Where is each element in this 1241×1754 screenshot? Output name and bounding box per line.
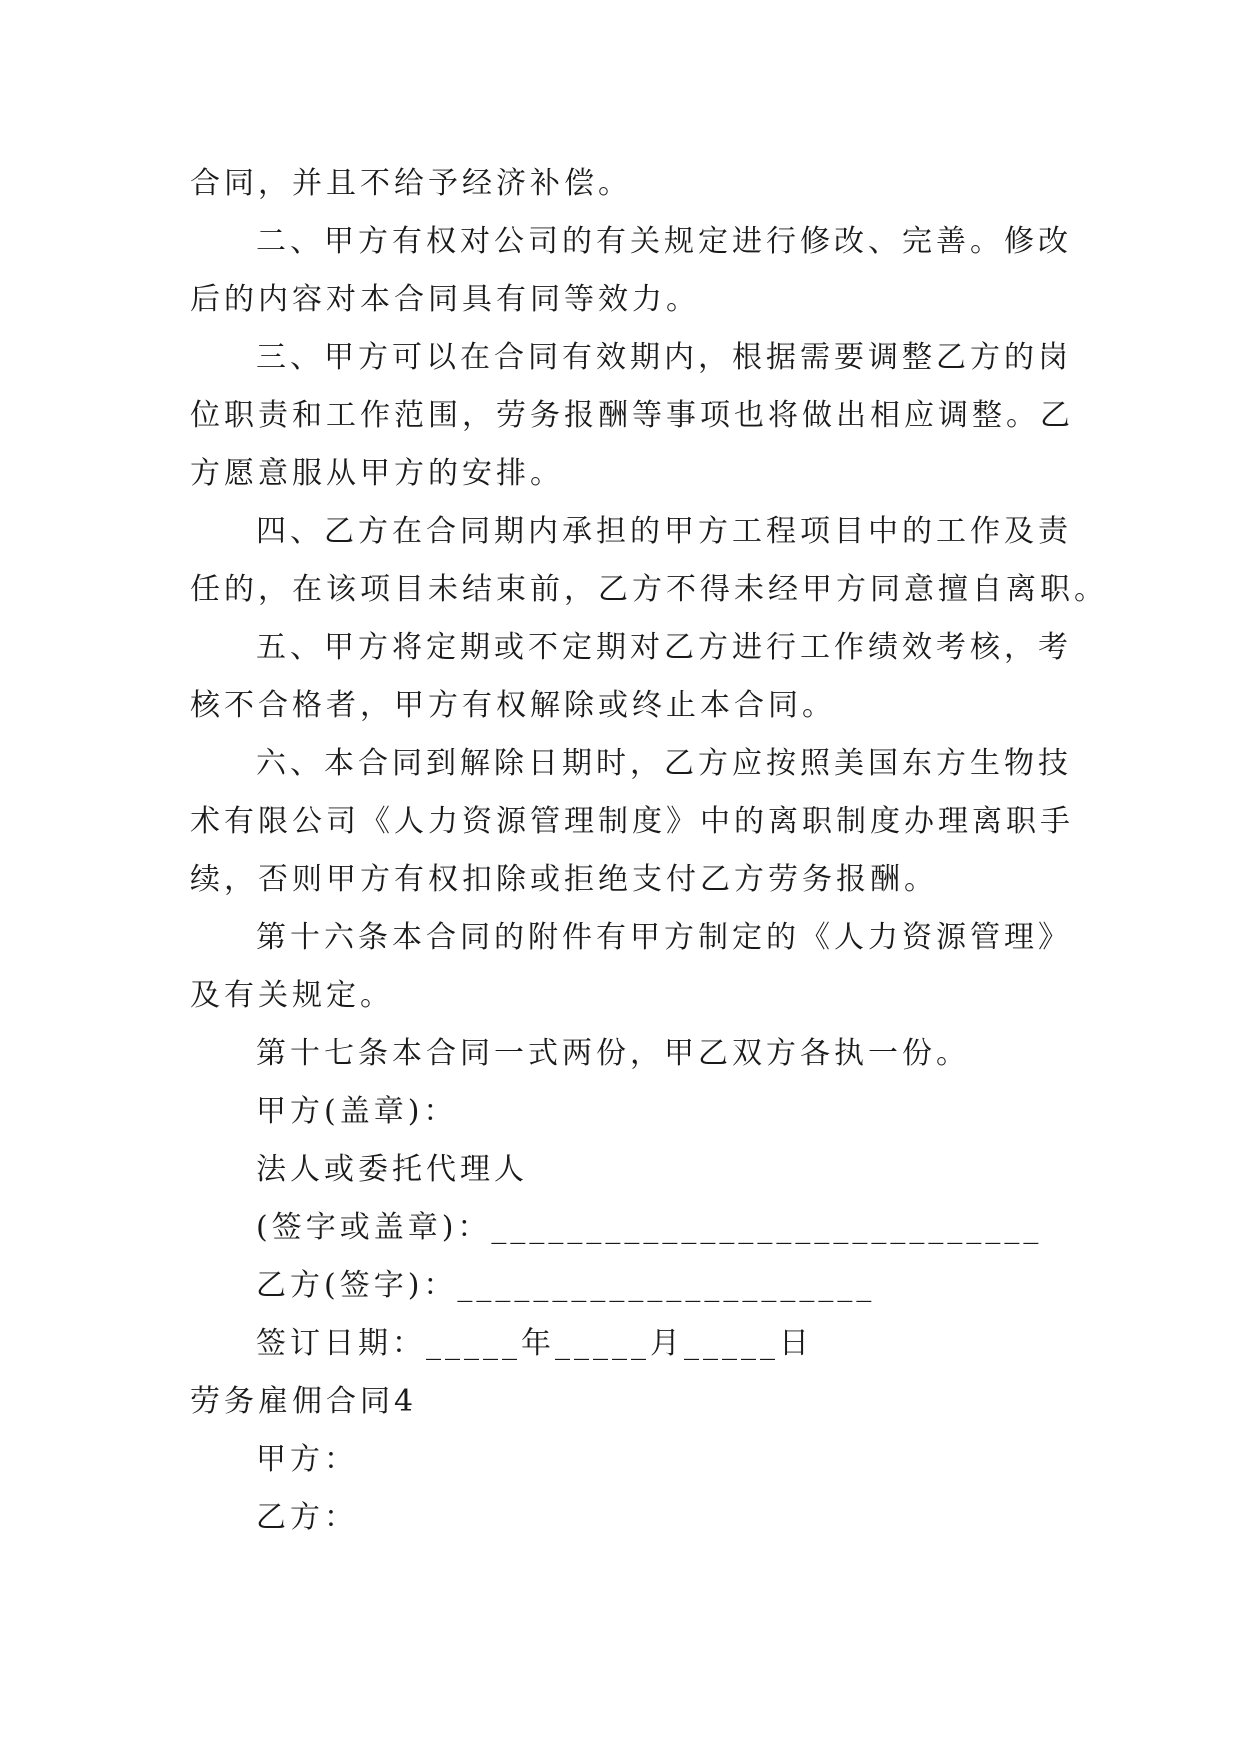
- signing-date-line: 签订日期：_____年_____月_____日: [256, 1326, 813, 1361]
- text-line: 及有关规定。: [190, 978, 394, 1013]
- text-line: 六、本合同到解除日期时，乙方应按照美国东方生物技: [256, 746, 1072, 781]
- text-line: 第十七条本合同一式两份，甲乙双方各执一份。: [256, 1036, 970, 1071]
- party-a-line: 甲方：: [256, 1442, 358, 1477]
- text-line: 四、乙方在合同期内承担的甲方工程项目中的工作及责: [256, 514, 1072, 549]
- contract-text: [190, 155, 1108, 1547]
- text-line: 位职责和工作范围，劳务报酬等事项也将做出相应调整。乙: [190, 398, 1074, 433]
- signature-line: (签字或盖章)：_____________________________: [256, 1210, 1043, 1245]
- party-b-line: 乙方：: [256, 1500, 358, 1535]
- legal-representative-line: 法人或委托代理人: [256, 1152, 528, 1187]
- text-line: 核不合格者，甲方有权解除或终止本合同。: [190, 688, 836, 723]
- text-line: 任的，在该项目未结束前，乙方不得未经甲方同意擅自离职。: [190, 572, 1108, 607]
- text-line: 第十六条本合同的附件有甲方制定的《人力资源管理》: [256, 920, 1072, 955]
- text-line: 合同，并且不给予经济补偿。: [190, 166, 632, 201]
- text-line: 二、甲方有权对公司的有关规定进行修改、完善。修改: [256, 224, 1072, 259]
- text-line: 方愿意服从甲方的安排。: [190, 456, 564, 491]
- text-line: 三、甲方可以在合同有效期内，根据需要调整乙方的岗: [256, 340, 1072, 375]
- text-line: 续，否则甲方有权扣除或拒绝支付乙方劳务报酬。: [190, 862, 938, 897]
- text-line: 五、甲方将定期或不定期对乙方进行工作绩效考核，考: [256, 630, 1072, 665]
- party-b-signature-line: 乙方(签字)：______________________: [256, 1268, 876, 1303]
- section-heading: 劳务雇佣合同4: [190, 1384, 418, 1419]
- text-line: 后的内容对本合同具有同等效力。: [190, 282, 700, 317]
- text-line: 术有限公司《人力资源管理制度》中的离职制度办理离职手: [190, 804, 1074, 839]
- party-a-seal-line: 甲方(盖章)：: [256, 1094, 458, 1129]
